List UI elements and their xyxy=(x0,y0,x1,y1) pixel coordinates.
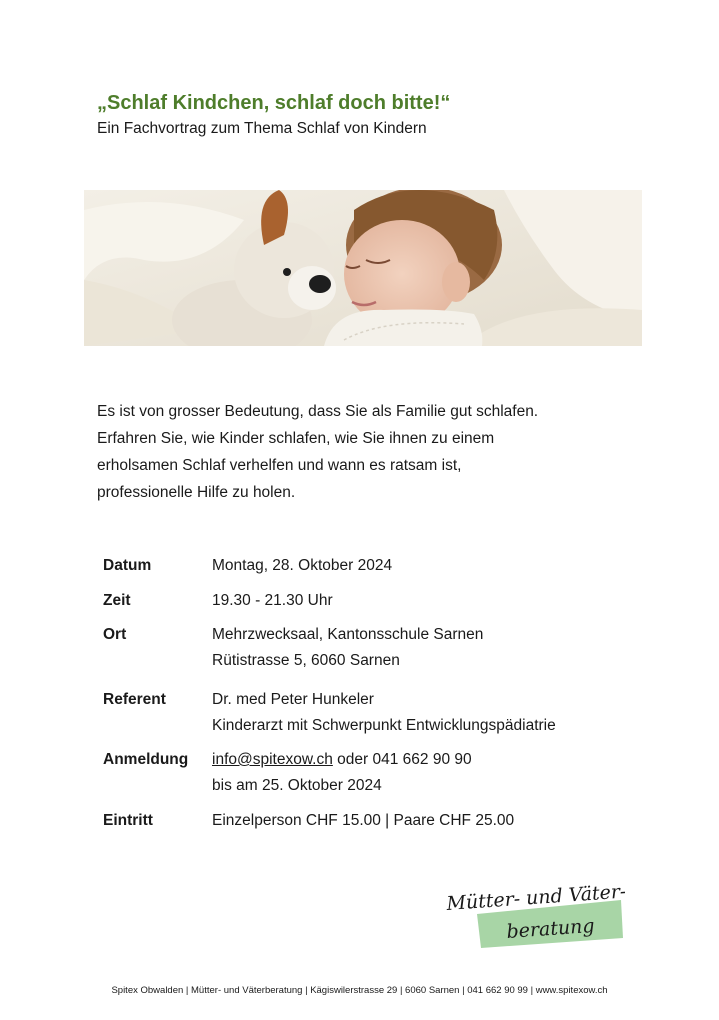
email-link[interactable]: info@spitexow.ch xyxy=(212,751,333,768)
sleeping-child-illustration xyxy=(84,190,642,346)
eintritt-label: Eintritt xyxy=(103,812,153,829)
eintritt-value: Einzelperson CHF 15.00 | Paare CHF 25.00 xyxy=(212,812,515,829)
datum-value: Montag, 28. Oktober 2024 xyxy=(212,557,393,574)
logo-text-line2: beratung xyxy=(505,914,596,943)
mvb-logo xyxy=(445,880,625,952)
intro-line: erholsamen Schlaf verhelfen und wann es ratsam ist, xyxy=(97,457,462,474)
page-title: „Schlaf Kindchen, schlaf doch bitte!“ xyxy=(97,92,451,114)
intro-line: Es ist von grosser Bedeutung, dass Sie als Familie gut schlafen. xyxy=(97,403,539,420)
anmeldung-line-2: bis am 25. Oktober 2024 xyxy=(212,777,382,794)
intro-line: Erfahren Sie, wie Kinder schlafen, wie Sie ihnen zu einem xyxy=(97,430,495,447)
sleeping-child-photo xyxy=(84,190,642,346)
logo-text-line1: Mütter- und Väter- xyxy=(445,880,625,915)
footer-address: Spitex Obwalden | Mütter- und Väterberatung | Kägiswilerstrasse 29 | 6060 Sarnen | 041 662 90 99 | www.spitexow.ch xyxy=(111,985,608,996)
ort-line-2: Rütistrasse 5, 6060 Sarnen xyxy=(212,652,400,669)
phone-text: oder 041 662 90 90 xyxy=(332,751,472,768)
referent-line-1: Dr. med Peter Hunkeler xyxy=(212,691,374,708)
zeit-value: 19.30 - 21.30 Uhr xyxy=(212,592,333,609)
ort-value xyxy=(212,622,483,674)
intro-line: professionelle Hilfe zu holen. xyxy=(97,484,296,501)
page-subtitle: Ein Fachvortrag zum Thema Schlaf von Kindern xyxy=(97,120,427,137)
anmeldung-value xyxy=(212,747,472,799)
mvb-logo-graphic xyxy=(445,880,625,952)
datum-label: Datum xyxy=(103,557,152,574)
ort-label: Ort xyxy=(103,626,127,643)
ort-line-1: Mehrzwecksaal, Kantonsschule Sarnen xyxy=(212,626,484,643)
referent-value xyxy=(212,687,556,739)
anmeldung-line-1 xyxy=(212,747,472,773)
referent-line-2: Kinderarzt mit Schwerpunkt Entwicklungspädiatrie xyxy=(212,717,556,734)
intro-paragraph xyxy=(97,398,617,506)
anmeldung-label: Anmeldung xyxy=(103,751,189,768)
referent-label: Referent xyxy=(103,691,166,708)
zeit-label: Zeit xyxy=(103,592,131,609)
